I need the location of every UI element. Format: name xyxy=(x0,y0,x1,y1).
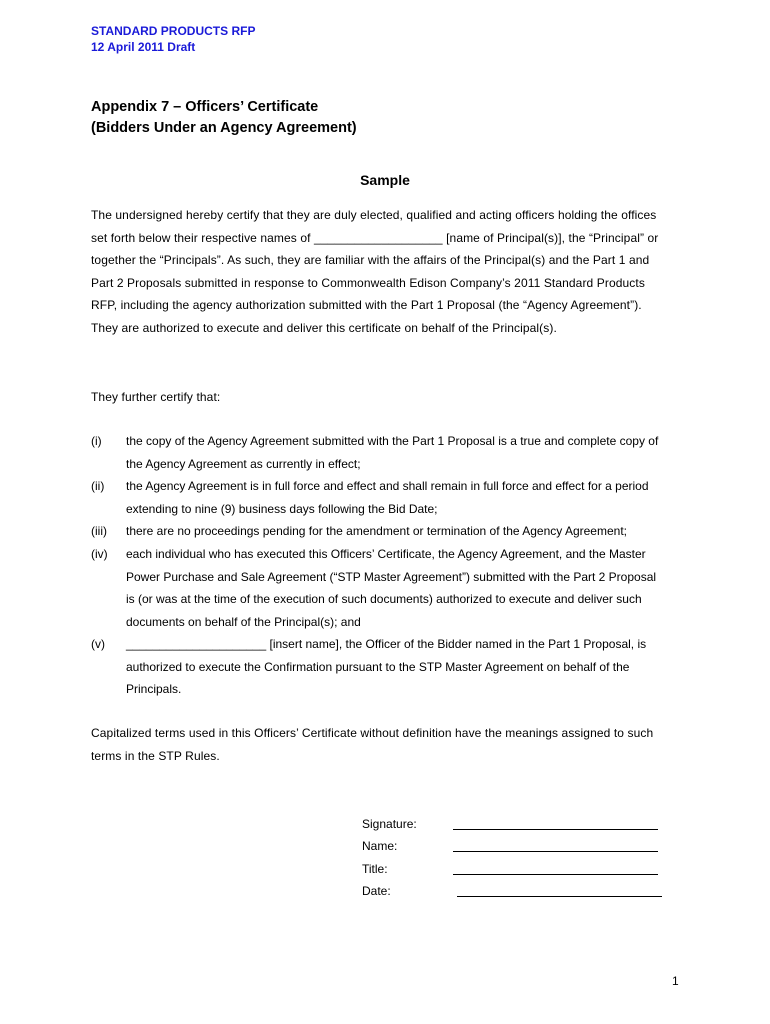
header-draft-date: 12 April 2011 Draft xyxy=(91,40,196,54)
title-line xyxy=(453,874,658,875)
list-item-number: (iii) xyxy=(91,524,107,538)
list-item-number: (ii) xyxy=(91,479,105,493)
date-line xyxy=(457,896,662,897)
signature-line xyxy=(453,829,658,830)
further-certify-text: They further certify that: xyxy=(91,390,221,404)
name-line xyxy=(453,851,658,852)
title-label: Title: xyxy=(362,862,388,876)
list-item-number: (iv) xyxy=(91,547,108,561)
date-label: Date: xyxy=(362,884,391,898)
list-item-number: (v) xyxy=(91,637,105,651)
list-item-text: there are no proceedings pending for the amendment or termination of the Agency Agreement; xyxy=(126,524,627,538)
closing-paragraph: Capitalized terms used in this Officers’ Certificate without definition have the meanings assigned to such terms in the STP Rules. xyxy=(91,726,654,763)
list-item-number: (i) xyxy=(91,434,102,448)
intro-paragraph: The undersigned hereby certify that they are duly elected, qualified and acting officers holding the offices set forth below their respective names of ___________________ [name of Principal(s)], the “Principal” or together the “Principals”. As such, they are familiar with the affairs of the Principal(s) and the Part 1 and Part 2 Proposals submitted in response to Commonwealth Edison Company’s 2011 Standard Products RFP, including the agency authorization submitted with the Part 1 Proposal (the “Agency Agreement”). They are authorized to execute and deliver this certificate on behalf of the Principal(s). xyxy=(91,208,659,335)
appendix-subtitle: (Bidders Under an Agency Agreement) xyxy=(91,120,357,136)
list-item-text: _____________________ [insert name], the Officer of the Bidder named in the Part 1 Proposal, is authorized to execute the Confirmation pursuant to the STP Master Agreement on behalf of the Principals. xyxy=(126,637,647,697)
header-rfp-title: STANDARD PRODUCTS RFP xyxy=(91,24,256,38)
appendix-title: Appendix 7 – Officers’ Certificate xyxy=(91,99,319,115)
sample-heading: Sample xyxy=(360,172,410,188)
list-item-text: each individual who has executed this Officers’ Certificate, the Agency Agreement, and the Master Power Purchase and Sale Agreement (“STP Master Agreement”) submitted with the Part 2 Proposal is (or was at the time of the execution of such documents) authorized to execute and deliver such documents on behalf of the Principal(s); and xyxy=(126,547,657,629)
signature-label: Signature: xyxy=(362,817,417,831)
page-number: 1 xyxy=(672,974,679,988)
list-item-text: the copy of the Agency Agreement submitted with the Part 1 Proposal is a true and complete copy of the Agency Agreement as currently in effect; xyxy=(126,434,659,471)
list-item-text: the Agency Agreement is in full force and effect and shall remain in full force and effect for a period extending to nine (9) business days following the Bid Date; xyxy=(126,479,649,516)
name-label: Name: xyxy=(362,839,398,853)
